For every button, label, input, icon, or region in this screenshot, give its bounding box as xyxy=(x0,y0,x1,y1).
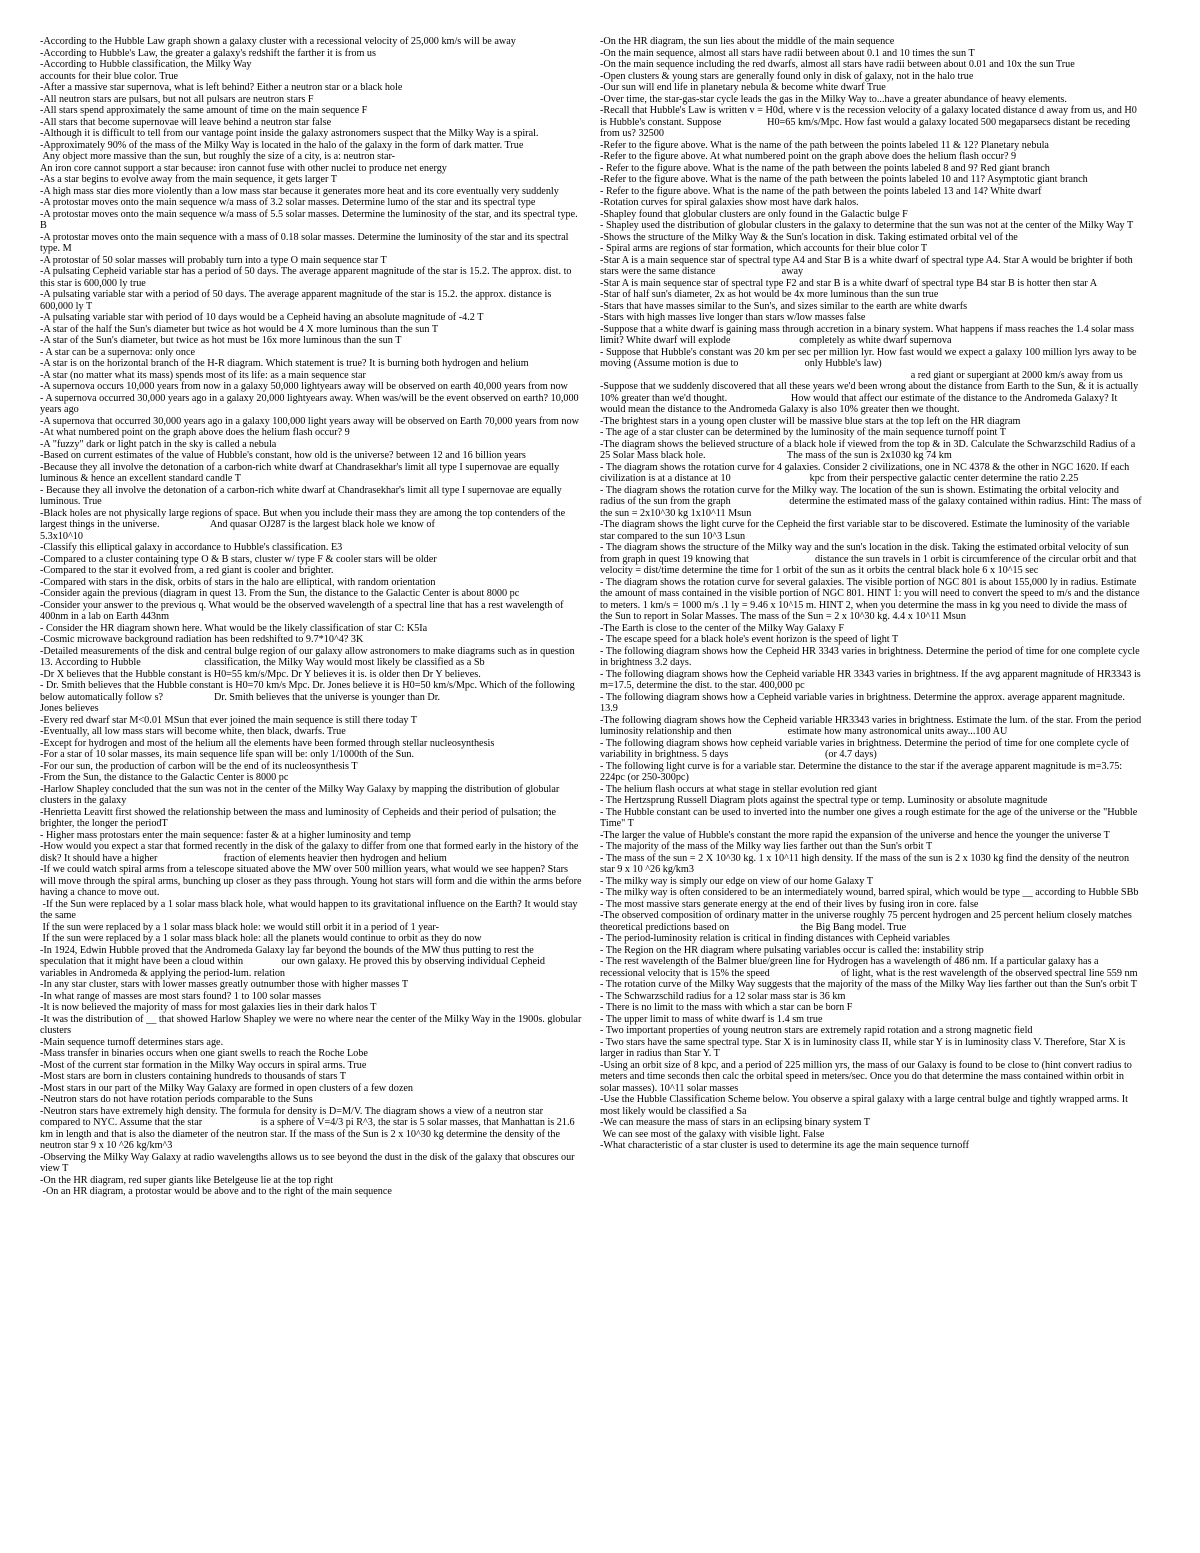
note-line: -Shows the structure of the Milky Way & the Sun's location in disk. Taking estimated orbital vel of the xyxy=(600,231,1018,243)
note-line: -Based on current estimates of the value of Hubble's constant, how old is the universe? between 12 and 16 billion years xyxy=(40,450,526,461)
note-line: -Using an orbit size of 8 kpc, and a period of 225 million yrs, the mass of our Galaxy is found to be close to (hint convert radius to meters and time seconds then calc the orbital speed in meters/sec. Once you do that determine the mass contained within orbit in solar masses). 10^11 solar masses xyxy=(600,1059,1135,1094)
note-line: - The Region on the HR diagram where pulsating variables occur is called the: instability strip xyxy=(600,944,984,956)
note-line: -A star (no matter what its mass) spends most of its life: as a main sequence star xyxy=(40,369,366,381)
note-line: -Cosmic microwave background radiation has been redshifted to 9.7*10^4? 3K xyxy=(40,634,364,645)
note-line: -Compared to a cluster containing type O & B stars, cluster w/ type F & cooler stars will be older xyxy=(40,553,437,565)
right-column xyxy=(600,36,1145,1553)
note-line: -Every red dwarf star M<0.01 MSun that ever joined the main sequence is still there today T xyxy=(40,714,418,726)
note-line: -It is now believed the majority of mass for most galaxies lies in their dark halos T xyxy=(40,1002,377,1013)
note-line: -Over time, the star-gas-star cycle leads the gas in the Milky Way to...have a greater abundance of heavy elements. xyxy=(600,93,1067,105)
note-line: -A pulsating Cepheid variable star has a period of 50 days. The average apparent magnitude of the star is 15.2. The approx. dist. to this star is 600,000 ly true xyxy=(40,266,575,289)
note-line: - The age of a star cluster can be determined by the luminosity of the main sequence turnoff point T xyxy=(600,427,1006,438)
note-line: Any object more massive than the sun, but roughly the size of a city, is a: neutron star- xyxy=(40,151,396,162)
note-line: - Refer to the figure above. What is the name of the path between the points labeled 13 and 14? White dwarf xyxy=(600,185,1042,197)
note-line: -Harlow Shapley concluded that the sun was not in the center of the Milky Way Galaxy by mapping the distribution of globular clusters in the galaxy xyxy=(40,783,562,806)
note-line: -Most of the current star formation in the Milky Way occurs in spiral arms. True xyxy=(40,1059,367,1071)
note-line: -Dr X believes that the Hubble constant is H0=55 km/s/Mpc. Dr Y believes it is. is older then Dr Y believes. xyxy=(40,668,481,680)
note-line: -From the Sun, the distance to the Galactic Center is 8000 pc xyxy=(40,772,289,783)
note-line: -In any star cluster, stars with lower masses greatly outnumber those with higher masses T xyxy=(40,979,409,990)
note-line: -Most stars are born in clusters containing hundreds to thousands of stars T xyxy=(40,1071,346,1082)
note-line: - The following diagram shows how cepheid variable varies in brightness. Determine the period of time for one complete cycle of variability in brightness. 5 days (or 4.7 days) xyxy=(600,737,1132,760)
note-line: - The diagram shows the structure of the Milky way and the sun's location in the disk. Taking the estimated orbital velocity of sun from graph in quest 19 knowing that distance the sun travels in 1 orbit is circumference of the circular orbit and that velocity = dist/time determine the time for 1 orbit of the sun as it orbits the central black hole 6 x 10^15 sec xyxy=(600,542,1139,576)
note-line: -A protostar moves onto the main sequence w/a mass of 3.2 solar masses. Determine lumo of the star and its spectral type xyxy=(40,197,536,208)
note-line: -Eventually, all low mass stars will become white, then black, dwarfs. True xyxy=(40,726,346,737)
note-line: -Consider your answer to the previous q. What would be the observed wavelength of a spectral line that has a rest wavelength of 400nm in a lab on Earth 443nm xyxy=(40,599,567,622)
note-line: -Henrietta Leavitt first showed the relationship between the mass and luminosity of Cepheids and their period of pulsation; the brighter, the longer the periodT xyxy=(40,806,559,829)
note-line: -Classify this elliptical galaxy in accordance to Hubble's classification. E3 xyxy=(40,542,343,553)
note-line: -A supernova occurs 10,000 years from now in a galaxy 50,000 lightyears away will be observed on earth 40,000 years from now xyxy=(40,381,568,392)
note-line: -Mass transfer in binaries occurs when one giant swells to reach the Roche Lobe xyxy=(40,1048,368,1059)
note-line: - The following diagram shows how the Cepheid HR 3343 varies in brightness. Determine the period of time for one complete cycle in brightness 3.2 days. xyxy=(600,645,1143,668)
note-line: -On the main sequence including the red dwarfs, almost all stars have radii between about 0.01 and 10x the sun True xyxy=(600,59,1075,70)
note-line: -In what range of masses are most stars found? 1 to 100 solar masses xyxy=(40,990,321,1002)
note-line: -The observed composition of ordinary matter in the universe roughly 75 percent hydrogen and 25 percent helium closely matches theoretical predictions based on the Big Bang model. True xyxy=(600,910,1135,933)
note-line: -Stars with high masses live longer than stars w/low masses false xyxy=(600,312,866,323)
note-line: - Suppose that Hubble's constant was 20 km per sec per million lyr. How fast would we expect a galaxy 100 million lyrs away to be moving (Assume motion is due to only Hubble's law) xyxy=(600,346,1140,369)
note-line: -Rotation curves for spiral galaxies show most have dark halos. xyxy=(600,197,859,208)
note-line: -Compared with stars in the disk, orbits of stars in the halo are elliptical, with random orientation xyxy=(40,576,436,588)
note-line: - The rotation curve of the Milky Way suggests that the majority of the mass of the Milky Way lies farther out than the Sun's orbit T xyxy=(600,979,1138,990)
note-line: - The diagram shows the rotation curve for several galaxies. The visible portion of NGC 801 is about 155,000 ly in radius. Estimate the amount of mass contained in the visible portion of NGC 801. HINT 1: you will need to convert the speed to m/s and the distance to meters. 1 km/s = 1000 m/s .1 ly = 9.46 x 10^15 m. HINT 2, when you determine the mass in kg you need to divide the mass of the Sun to report in Solar Masses. The mass of the Sun = 2 x 10^30 kg. 4.4 x 10^11 Msun xyxy=(600,576,1143,622)
note-line: -The Earth is close to the center of the Milky Way Galaxy F xyxy=(600,622,844,634)
note-line: -If we could watch spiral arms from a telescope situated above the MW over 500 million years, what would we see happen? Stars will move through the spiral arms, bunching up closer as they pass through. Young hot stars will form and die within the arms before having a chance to move out. xyxy=(40,864,585,898)
note-line: - The following diagram shows how the Cepheid variable HR 3343 varies in brightness. If the avg apparent magnitude of HR3343 is m=17.5, determine the dist. to the star. 400,000 pc xyxy=(600,668,1144,691)
note-line: We can see most of the galaxy with visible light. False xyxy=(600,1128,825,1140)
note-line: - The mass of the sun = 2 X 10^30 kg. 1 x 10^11 high density. If the mass of the sun is 2 x 1030 kg find the density of the neutron star 9 x 10 ^26 kg/km3 xyxy=(600,852,1132,875)
note-line: - There is no limit to the mass with which a star can be born F xyxy=(600,1002,853,1013)
note-line: - The most massive stars generate energy at the end of their lives by fusing iron in core. false xyxy=(600,898,979,910)
note-line: -What characteristic of a star cluster is used to determine its age the main sequence turnoff xyxy=(600,1140,969,1151)
note-line: - The diagram shows the rotation curve for the Milky way. The location of the sun is shown. Estimating the orbital velocity and radius of the sun from the graph determine the estimated mass of the galaxy contained within radius. Hint: The mass of the sun = 2x10^30 kg 1x10^11 Msun xyxy=(600,484,1145,519)
note-line: -The larger the value of Hubble's constant the more rapid the expansion of the universe and hence the younger the universe T xyxy=(600,829,1110,841)
note-line: - The Hertzsprung Russell Diagram plots against the spectral type or temp. Luminosity or absolute magnitude xyxy=(600,795,1048,806)
note-line: - Higher mass protostars enter the main sequence: faster & at a higher luminosity and temp xyxy=(40,829,411,841)
note-line: -Refer to the figure above. What is the name of the path between the points labeled 10 and 11? Asymptotic giant branch xyxy=(600,174,1088,185)
note-line: If the sun were replaced by a 1 solar mass black hole: we would still orbit it in a period of 1 year- xyxy=(40,921,439,933)
note-line: - A star can be a supernova: only once xyxy=(40,346,196,358)
note-line: - The majority of the mass of the Milky way lies farther out than the Sun's orbit T xyxy=(600,841,933,852)
note-line: -A protostar moves onto the main sequence w/a mass of 5.5 solar masses. Determine the luminosity of the star, and its spectral type. B xyxy=(40,208,581,231)
note-line: -Approximately 90% of the mass of the Milky Way is located in the halo of the galaxy in the form of dark matter. True xyxy=(40,139,524,151)
note-line: -Our sun will end life in planetary nebula & become white dwarf True xyxy=(600,82,886,93)
note-line: -It was the distribution of __ that showed Harlow Shapley we were no where near the center of the Milky Way in the 1900s. globular clusters xyxy=(40,1013,584,1036)
note-line: -Observing the Milky Way Galaxy at radio wavelengths allows us to see beyond the dust in the disk of the galaxy that obscures our view T xyxy=(40,1151,578,1174)
note-line: - The period-luminosity relation is critical in finding distances with Cepheid variables xyxy=(600,933,950,944)
note-line: -As a star begins to evolve away from the main sequence, it gets larger T xyxy=(40,174,337,185)
note-line: -On the HR diagram, red super giants like Betelgeuse lie at the top right xyxy=(40,1174,334,1186)
note-line: -A "fuzzy" dark or light patch in the sky is called a nebula xyxy=(40,438,277,450)
note-line: -Neutron stars do not have rotation periods comparable to the Suns xyxy=(40,1094,313,1105)
note-line: -All neutron stars are pulsars, but not all pulsars are neutron stars F xyxy=(40,93,314,105)
note-line: -If the Sun were replaced by a 1 solar mass black hole, what would happen to its gravitational influence on the Earth? It would stay the same xyxy=(40,898,581,921)
note-line: -Star A is a main sequence star of spectral type A4 and Star B is a white dwarf of spectral type A4. Star A would be brighter if both stars were the same distance away xyxy=(600,254,1136,277)
note-line: -Star A is main sequence star of spectral type F2 and star B is a white dwarf of spectral type B4 star B is hotter then star A xyxy=(600,277,1098,289)
note-line: -Recall that Hubble's Law is written v = H0d, where v is the recession velocity of a galaxy located distance d away from us, and H0 is Hubble's constant. Suppose H0=65 km/s/Mpc. How fast would a galaxy located 500 megaparsecs distant be receding from us? 32500 xyxy=(600,105,1140,139)
note-line: An iron core cannot support a star because: iron cannot fuse with other nuclei to produce net energy xyxy=(40,162,447,174)
note-line: -A supernova that occurred 30,000 years ago in a galaxy 100,000 light years away will be observed on Earth 70,000 years from now xyxy=(40,415,579,427)
note-line: -All stars that become supernovae will leave behind a neutron star false xyxy=(40,116,332,128)
note-line: -On the HR diagram, the sun lies about the middle of the main sequence xyxy=(600,36,895,47)
note-line: - Consider the HR diagram shown here. What would be the likely classification of star C: K5Ia xyxy=(40,622,428,634)
note-line: - The milky way is often considered to be an intermediately wound, barred spiral, which would be type __ according to Hubble SBb xyxy=(600,887,1139,898)
note-line: -The brightest stars in a young open cluster will be massive blue stars at the top left on the HR diagram xyxy=(600,415,1021,427)
note-line: - The diagram shows the rotation curve for 4 galaxies. Consider 2 civilizations, one in NC 4378 & the other in NGC 1620. If each civilization is at a distance at 10 kpc from their perspective galactic center determine the ratio 2.25 xyxy=(600,461,1132,484)
note-line: If the sun were replaced by a 1 solar mass black hole: all the planets would continue to orbit as they do now xyxy=(40,933,482,944)
note-line: -Open clusters & young stars are generally found only in disk of galaxy, not in the halo true xyxy=(600,70,974,82)
note-line: -Although it is difficult to tell from our vantage point inside the galaxy astronomers suspect that the Milky Way is a spiral. xyxy=(40,128,539,139)
note-line: -According to the Hubble Law graph shown a galaxy cluster with a recessional velocity of 25,000 km/s will be away xyxy=(40,36,516,47)
note-line: - The rest wavelength of the Balmer blue/green line for Hydrogen has a wavelength of 486 nm. If a particular galaxy has a recessional velocity that is 15% the speed of light, what is the rest wavelength of the observed spectral line 559 nm xyxy=(600,956,1138,979)
note-line: - The milky way is simply our edge on view of our home Galaxy T xyxy=(600,875,873,887)
note-line: -On the main sequence, almost all stars have radii between about 0.1 and 10 times the sun T xyxy=(600,47,975,59)
note-line: accounts for their blue color. True xyxy=(40,70,179,82)
note-line: - Spiral arms are regions of star formation, which accounts for their blue color T xyxy=(600,243,928,254)
note-line: - Refer to the figure above. What is the name of the path between the points labeled 8 and 9? Red giant branch xyxy=(600,162,1050,174)
note-line: - Because they all involve the detonation of a carbon-rich white dwarf at Chandrasekhar's limit all type I supernovae are equally luminous. True xyxy=(40,484,565,507)
note-line: -The diagram shows the believed structure of a black hole if viewed from the top & in 3D. Calculate the Schwarzschild Radius of a 25 Solar Mass black hole. The mass of the sun is 2x1030 kg 74 km xyxy=(600,438,1138,461)
note-line: -Most stars in our part of the Milky Way Galaxy are formed in open clusters of a few dozen xyxy=(40,1082,413,1094)
note-line: -According to Hubble's Law, the greater a galaxy's redshift the farther it is from us xyxy=(40,47,376,59)
note-line: Jones believes xyxy=(40,703,99,714)
note-line: -We can measure the mass of stars in an eclipsing binary system T xyxy=(600,1117,871,1128)
note-line: a red giant or supergiant at 2000 km/s away from us xyxy=(600,369,1123,381)
note-line: -A star of the Sun's diameter, but twice as hot must be 16x more luminous than the sun T xyxy=(40,335,402,346)
note-line: -At what numbered point on the graph above does the helium flash occur? 9 xyxy=(40,427,350,438)
note-line: -In 1924, Edwin Hubble proved that the Andromeda Galaxy lay far beyond the bounds of the MW thus putting to rest the speculation that it might have been a cloud within our own galaxy. He proved this by observing individual Cepheid variables in Andromeda & applying the period-lum. relation xyxy=(40,944,548,979)
note-line: -For a star of 10 solar masses, its main sequence life span will be: only 1/1000th of the Sun. xyxy=(40,749,415,760)
note-line: -Refer to the figure above. What is the name of the path between the points labeled 11 & 12? Planetary nebula xyxy=(600,139,1049,151)
note-line: -According to Hubble classification, the Milky Way xyxy=(40,59,252,70)
note-line: -All stars spend approximately the same amount of time on the main sequence F xyxy=(40,105,368,116)
note-line: -Refer to the figure above. At what numbered point on the graph above does the helium flash occur? 9 xyxy=(600,151,1017,162)
note-line: -After a massive star supernova, what is left behind? Either a neutron star or a black hole xyxy=(40,82,403,93)
note-line: -The following diagram shows how the Cepheid variable HR3343 varies in brightness. Estimate the lum. of the star. From the period luminosity relationship and then estimate how many astronomical units away...100 AU xyxy=(600,714,1144,737)
note-line: - The helium flash occurs at what stage in stellar evolution red giant xyxy=(600,783,878,795)
note-line: - The following light curve is for a variable star. Determine the distance to the star if the average apparent magnitude is m=3.75: 224pc (or 250-300pc) xyxy=(600,760,1125,783)
note-line: -A protostar of 50 solar masses will probably turn into a type O main sequence star T xyxy=(40,254,387,266)
note-line: - A supernova occurred 30,000 years ago in a galaxy 20,000 lightyears away. When was/will be the event observed on earth? 10,000 years ago xyxy=(40,392,582,415)
note-line: - Dr. Smith believes that the Hubble constant is H0=70 km/s Mpc. Dr. Jones believe it is H0=50 km/s/Mpc. Which of the following below automatically follow s? Dr. Smith believes that the universe is younger than Dr. xyxy=(40,680,578,703)
left-column xyxy=(40,36,585,1553)
note-line: -A star is on the horizontal branch of the H-R diagram. Which statement is true? It is burning both hydrogen and helium xyxy=(40,358,529,369)
note-line: - Two important properties of young neutron stars are extremely rapid rotation and a strong magnetic field xyxy=(600,1025,1033,1036)
note-line: -A pulsating variable star with a period of 50 days. The average apparent magnitude of the star is 15.2. the approx. distance is 600,000 ly T xyxy=(40,289,554,312)
note-line: -Shapley found that globular clusters are only found in the Galactic bulge F xyxy=(600,208,908,220)
note-line: - Two stars have the same spectral type. Star X is in luminosity class II, while star Y is in luminosity class V. Therefore, Star X is larger in radius than Star Y. T xyxy=(600,1036,1128,1059)
note-line: 5.3x10^10 xyxy=(40,530,83,542)
note-line: - The following diagram shows how a Cepheid variable varies in brightness. Determine the approx. average apparent magnitude. 13.9 xyxy=(600,691,1128,714)
note-line: -Suppose that a white dwarf is gaining mass through accretion in a binary system. What happens if mass reaches the 1.4 solar mass limit? White dwarf will explode completely as white dwarf supernova xyxy=(600,323,1137,346)
note-line: -For our sun, the production of carbon will be the end of its nucleosynthesis T xyxy=(40,760,358,772)
note-line: -The diagram shows the light curve for the Cepheid the first variable star to be discovered. Estimate the luminosity of the variable star compared to the sun 10^3 Lsun xyxy=(600,519,1133,542)
note-line: -Consider again the previous (diagram in quest 13. From the Sun, the distance to the Galactic Center is about 8000 pc xyxy=(40,588,520,599)
note-line: -A star of the half the Sun's diameter but twice as hot would be 4 X more luminous than the sun T xyxy=(40,323,439,335)
note-line: - Shapley used the distribution of globular clusters in the galaxy to determine that the sun was not at the center of the Milky Way T xyxy=(600,220,1134,231)
note-line: -Star of half sun's diameter, 2x as hot would be 4x more luminous than the sun true xyxy=(600,289,939,300)
note-line: -A protostar moves onto the main sequence with a mass of 0.18 solar masses. Determine the luminosity of the star and its spectral type. M xyxy=(40,231,572,254)
note-line: -Use the Hubble Classification Scheme below. You observe a spiral galaxy with a large central bulge and tightly wrapped arms. It most likely would be classified a Sa xyxy=(600,1094,1131,1117)
note-line: -Suppose that we suddenly discovered that all these years we'd been wrong about the distance from Earth to the Sun, & it is actually 10% greater than we'd thought. How would that affect our estimate of the distance to the Andromeda Galaxy? It would mean the distance to the Andromeda Galaxy is also 10% greater then we thought. xyxy=(600,381,1141,415)
note-line: - The Schwarzschild radius for a 12 solar mass star is 36 km xyxy=(600,990,846,1002)
note-line: -Neutron stars have extremely high density. The formula for density is D=M/V. The diagram shows a view of a neutron star compared to NYC. Assume that the star is a sphere of V=4/3 pi R^3, the star is 5 solar masses, that Manhattan is 21.6 km in length and that is also the diameter of the neutron star. If the mass of the Sun is 2 x 10^30 kg determine the density of the neutron star 9 x 10 ^26 kg/km^3 xyxy=(40,1105,578,1151)
note-line: - The upper limit to mass of white dwarf is 1.4 sm true xyxy=(600,1013,823,1025)
note-line: -A pulsating variable star with period of 10 days would be a Cepheid having an absolute magnitude of -4.2 T xyxy=(40,312,484,323)
note-line: -Because they all involve the detonation of a carbon-rich white dwarf at Chandrasekhar's limit all type I supernovae are equally luminous & hence an excellent standard candle T xyxy=(40,461,562,484)
note-line: -On an HR diagram, a protostar would be above and to the right of the main sequence xyxy=(40,1186,392,1197)
note-line: -Stars that have masses similar to the Sun's, and sizes similar to the earth are white dwarfs xyxy=(600,300,968,312)
note-line: -Black holes are not physically large regions of space. But when you include their mass they are among the top contenders of the largest things in the universe. And quasar OJ287 is the largest black hole we know of xyxy=(40,507,568,530)
note-line: -Main sequence turnoff determines stars age. xyxy=(40,1036,224,1048)
note-line: - The escape speed for a black hole's event horizon is the speed of light T xyxy=(600,634,899,645)
note-line: -A high mass star dies more violently than a low mass star because it generates more heat and its core eventually very suddenly xyxy=(40,185,559,197)
note-line: -Except for hydrogen and most of the helium all the elements have been formed through stellar nucleosynthesis xyxy=(40,737,495,749)
note-line: -How would you expect a star that formed recently in the disk of the galaxy to differ from one that formed early in the history of the disk? It should have a higher fraction of elements heavier then hydrogen and helium xyxy=(40,841,582,864)
note-line: -Detailed measurements of the disk and central bulge region of our galaxy allow astronomers to make diagrams such as in question 13. According to Hubble classification, the Milky Way would most likely be classified as a Sb xyxy=(40,645,578,668)
note-line: - The Hubble constant can be used to inverted into the number one gives a rough estimate for the age of the universe or the "Hubble Time" T xyxy=(600,806,1140,829)
note-line: -Compared to the star it evolved from, a red giant is cooler and brighter. xyxy=(40,565,334,576)
